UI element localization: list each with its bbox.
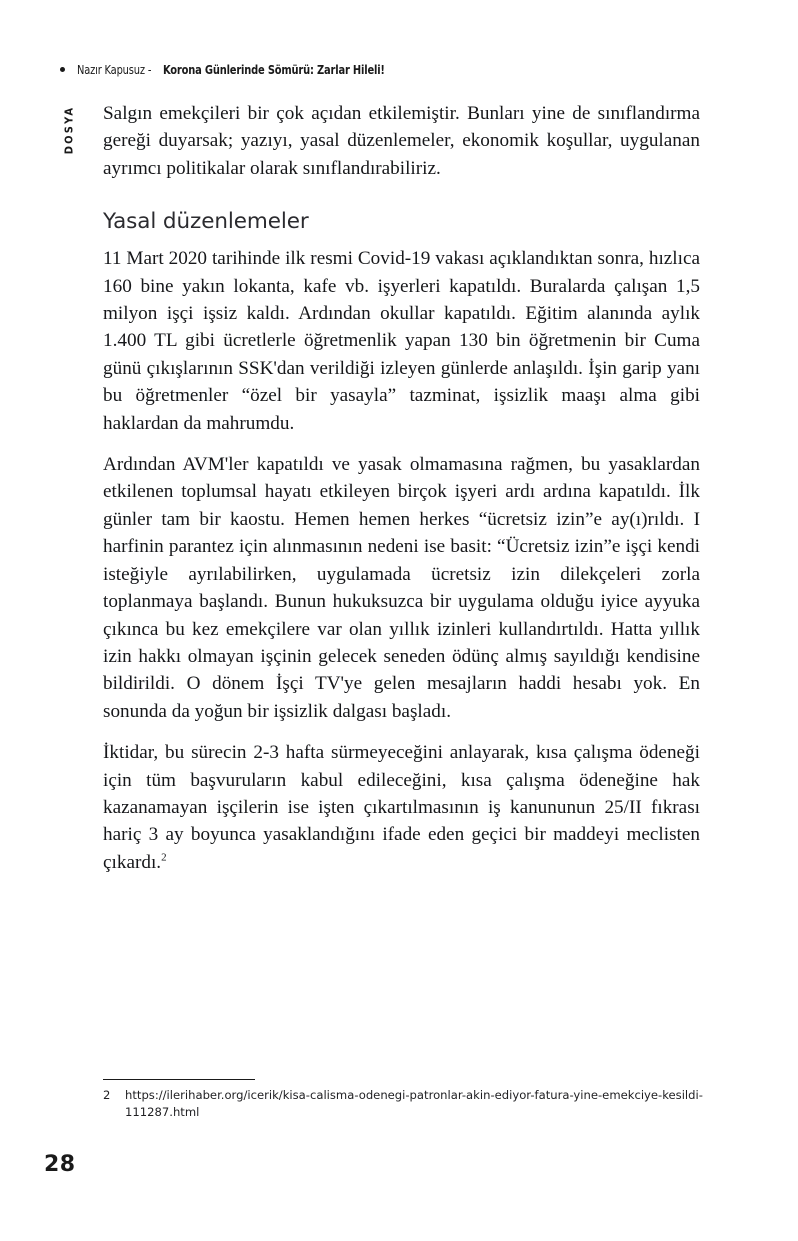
- section-tab-label: DOSYA: [62, 105, 76, 155]
- section-heading-yasal-duzenlemeler: Yasal düzenlemeler: [103, 209, 309, 235]
- paragraph-legal-regulations: 11 Mart 2020 tarihinde ilk resmi Covid-19 vakası açıklandıktan sonra, hızlıca 160 bine yakın lokanta, kafe vb. işyerleri kapatıldı. Buralarda çalışan 1,5 milyon işçi işsiz kaldı. Ardından okullar kapatıldı. Eğitim alanında aylık 1.400 TL gibi ücretlerle öğretmenlik yapan 130 bin öğretmenin bir Cuma günü çıkışlarının SSK'dan verildiği izleyen günlerde anlaşıldı. İşin garip yanı bu öğretmenler “özel bir yasayla” tazminat, işsizlik maaşı alma gibi haklardan da mahrumdu.: [103, 248, 700, 434]
- running-header: [60, 62, 415, 77]
- footnote-number: 2: [103, 1088, 111, 1102]
- page-number: 28: [44, 1152, 76, 1177]
- text-column: [103, 100, 700, 876]
- footnote-reference-marker: 2: [161, 851, 167, 864]
- paragraph-intro: Salgın emekçileri bir çok açıdan etkilemiştir. Bunları yine de sınıflandırma gereği duyarsak; yazıyı, yasal düzenlemeler, ekonomik koşullar, uygulanan ayrımcı politikalar olarak sınıflandırabiliriz.: [103, 103, 700, 179]
- footnote-separator-rule: [103, 1079, 255, 1080]
- paragraph-unpaid-leave: Ardından AVM'ler kapatıldı ve yasak olmamasına rağmen, bu yasaklardan etkilenen toplumsal hayatı etkileyen birçok işyeri ardı ardına kapatıldı. İlk günler tam bir kaostu. Hemen hemen herkes “ücretsiz izin”e ay(ı)rıldı. I harfinin parantez için alınmasının nedeni ise basit: “Ücretsiz izin”e işçi kendi isteğiyle ayrılabilirken, uygulamada ücretsiz izin dilekçeleri zorla toplanmaya başlandı. Bunun hukuksuzca bir uygulama olduğu iyice ayyuka çıkınca bu kez emekçilere var olan yıllık izinleri kullandırtıldı. Hatta yıllık izin hakkı olmayan işçinin gelecek seneden ödünç almış sayıldığı kendisine bildirildi. O dönem İşçi TV'ye gelen mesajların haddi hesabı yok. En sonunda da yoğun bir işsizlik dalgası başladı.: [103, 454, 700, 722]
- footnote-block: [103, 1079, 703, 1121]
- footnote-url: https://ilerihaber.org/icerik/kisa-calisma-odenegi-patronlar-akin-ediyor-fatura-yine-emekciye-kesildi-111287.html: [125, 1088, 703, 1119]
- paragraph-government-measures-text: İktidar, bu sürecin 2-3 hafta sürmeyeceğini anlayarak, kısa çalışma ödeneği için tüm başvuruların kabul edileceğini, kısa çalışma ödeneğine hak kazanamayan işçilerin ise işten çıkartılmasının iş kanununun 25/II fıkrası hariç 3 ay boyunca yasaklandığını ifade eden geçici bir maddeyi meclisten çıkardı.: [103, 742, 700, 873]
- paragraph-government-measures: [103, 739, 700, 876]
- header-article-title: Korona Günlerinde Sömürü: Zarlar Hileli!: [163, 62, 386, 77]
- footnote-entry: [103, 1087, 703, 1121]
- header-author: Nazır Kapusuz -: [77, 62, 152, 77]
- section-tab: [54, 92, 84, 168]
- bullet-dot-icon: [60, 67, 65, 72]
